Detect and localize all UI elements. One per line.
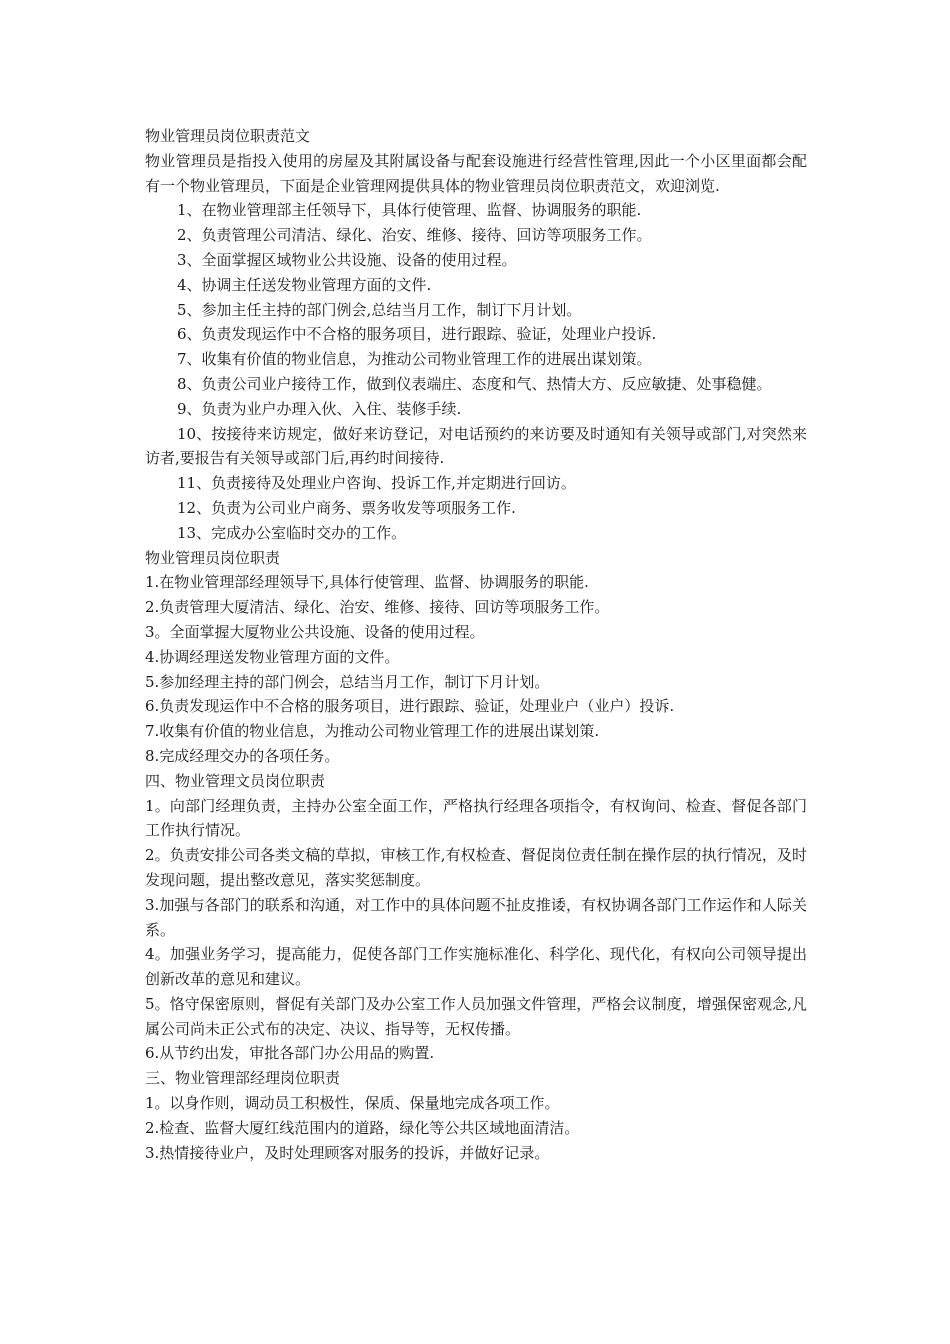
paragraph: 4.协调经理送发物业管理方面的文件。 [145,647,400,666]
paragraph: 4。加强业务学习，提高能力，促使各部门工作实施标准化、科学化、现代化，有权向公司领导提出创新改革的意见和建议。 [145,945,807,989]
paragraph: 2.负责管理大厦清洁、绿化、治安、维修、接待、回访等项服务工作。 [145,598,610,617]
paragraph: 5、参加主任主持的部门例会,总结当月工作，制订下月计划。 [177,300,582,319]
paragraph: 5。恪守保密原则，督促有关部门及办公室工作人员加强文件管理，严格会议制度，增强保密观念,凡属公司尚未正公式布的决定、决议、指导等，无权传播。 [145,994,807,1038]
paragraph: 物业管理员岗位职责范文 [145,127,311,145]
paragraph: 1、在物业管理部主任领导下，具体行使管理、监督、协调服务的职能. [177,201,642,220]
paragraph: 1.在物业管理部经理领导下,具体行使管理、监督、协调服务的职能. [145,573,589,592]
paragraph: 3、全面掌握区域物业公共设施、设备的使用过程。 [177,250,517,269]
paragraph: 1。向部门经理负责，主持办公室全面工作，严格执行经理各项指令，有权询问、检查、督促各部门工作执行情况。 [145,796,807,840]
paragraph: 13、完成办公室临时交办的工作。 [177,523,407,542]
paragraph: 5.参加经理主持的部门例会，总结当月工作，制订下月计划。 [145,672,550,691]
paragraph: 物业管理员是指投入使用的房屋及其附属设备与配套设施进行经营性管理,因此一个小区里面都会配有一个物业管理员，下面是企业管理网提供具体的物业管理员岗位职责范文，欢迎浏览. [145,151,807,195]
paragraph: 6.负责发现运作中不合格的服务项目，进行跟踪、验证，处理业户（业户）投诉. [145,697,675,716]
paragraph: 8、负责公司业户接待工作，做到仪表端庄、态度和气、热情大方、反应敏捷、处事稳健。 [177,374,772,393]
paragraph: 11、负责接待及处理业户咨询、投诉工作,并定期进行回访。 [177,474,576,493]
paragraph: 10、按接待来访规定，做好来访登记，对电话预约的来访要及时通知有关领导或部门,对突然来访者,要报告有关领导或部门后,再约时间接待. [145,424,807,468]
paragraph: 9、负责为业户办理入伙、入住、装修手续. [177,399,462,418]
paragraph: 2。负责安排公司各类文稿的草拟，审核工作,有权检查、督促岗位责任制在操作层的执行情况，及时发现问题，提出整改意见，落实奖惩制度。 [145,846,807,889]
paragraph: 4、协调主任送发物业管理方面的文件. [177,275,432,294]
paragraph: 3.加强与各部门的联系和沟通，对工作中的具体问题不扯皮推诿，有权协调各部门工作运作和人际关系。 [145,895,807,939]
paragraph: 物业管理员岗位职责 [145,548,281,567]
paragraph: 1。以身作则，调动员工积极性，保质、保量地完成各项工作。 [145,1094,560,1113]
paragraph: 12、负责为公司业户商务、票务收发等项服务工作. [177,498,516,517]
paragraph: 3.热情接待业户，及时处理顾客对服务的投诉，并做好记录。 [145,1143,550,1162]
paragraph: 6、负责发现运作中不合格的服务项目，进行跟踪、验证，处理业户投诉. [177,325,657,344]
paragraph: 3。全面掌握大厦物业公共设施、设备的使用过程。 [145,622,485,641]
paragraph: 2.检查、监督大厦红线范围内的道路，绿化等公共区域地面清洁。 [145,1118,580,1137]
paragraph: 7.收集有价值的物业信息，为推动公司物业管理工作的进展出谋划策. [145,722,600,741]
paragraph: 四、物业管理文员岗位职责 [145,771,326,790]
paragraph: 三、物业管理部经理岗位职责 [145,1069,341,1088]
paragraph: 8.完成经理交办的各项任务。 [145,746,340,765]
document-body [145,124,807,1165]
paragraph: 2、负责管理公司清洁、绿化、治安、维修、接待、回访等项服务工作。 [177,226,652,245]
paragraph: 6.从节约出发，审批各部门办公用品的购置. [145,1044,435,1063]
paragraph: 7、收集有价值的物业信息，为推动公司物业管理工作的进展出谋划策。 [177,350,652,369]
